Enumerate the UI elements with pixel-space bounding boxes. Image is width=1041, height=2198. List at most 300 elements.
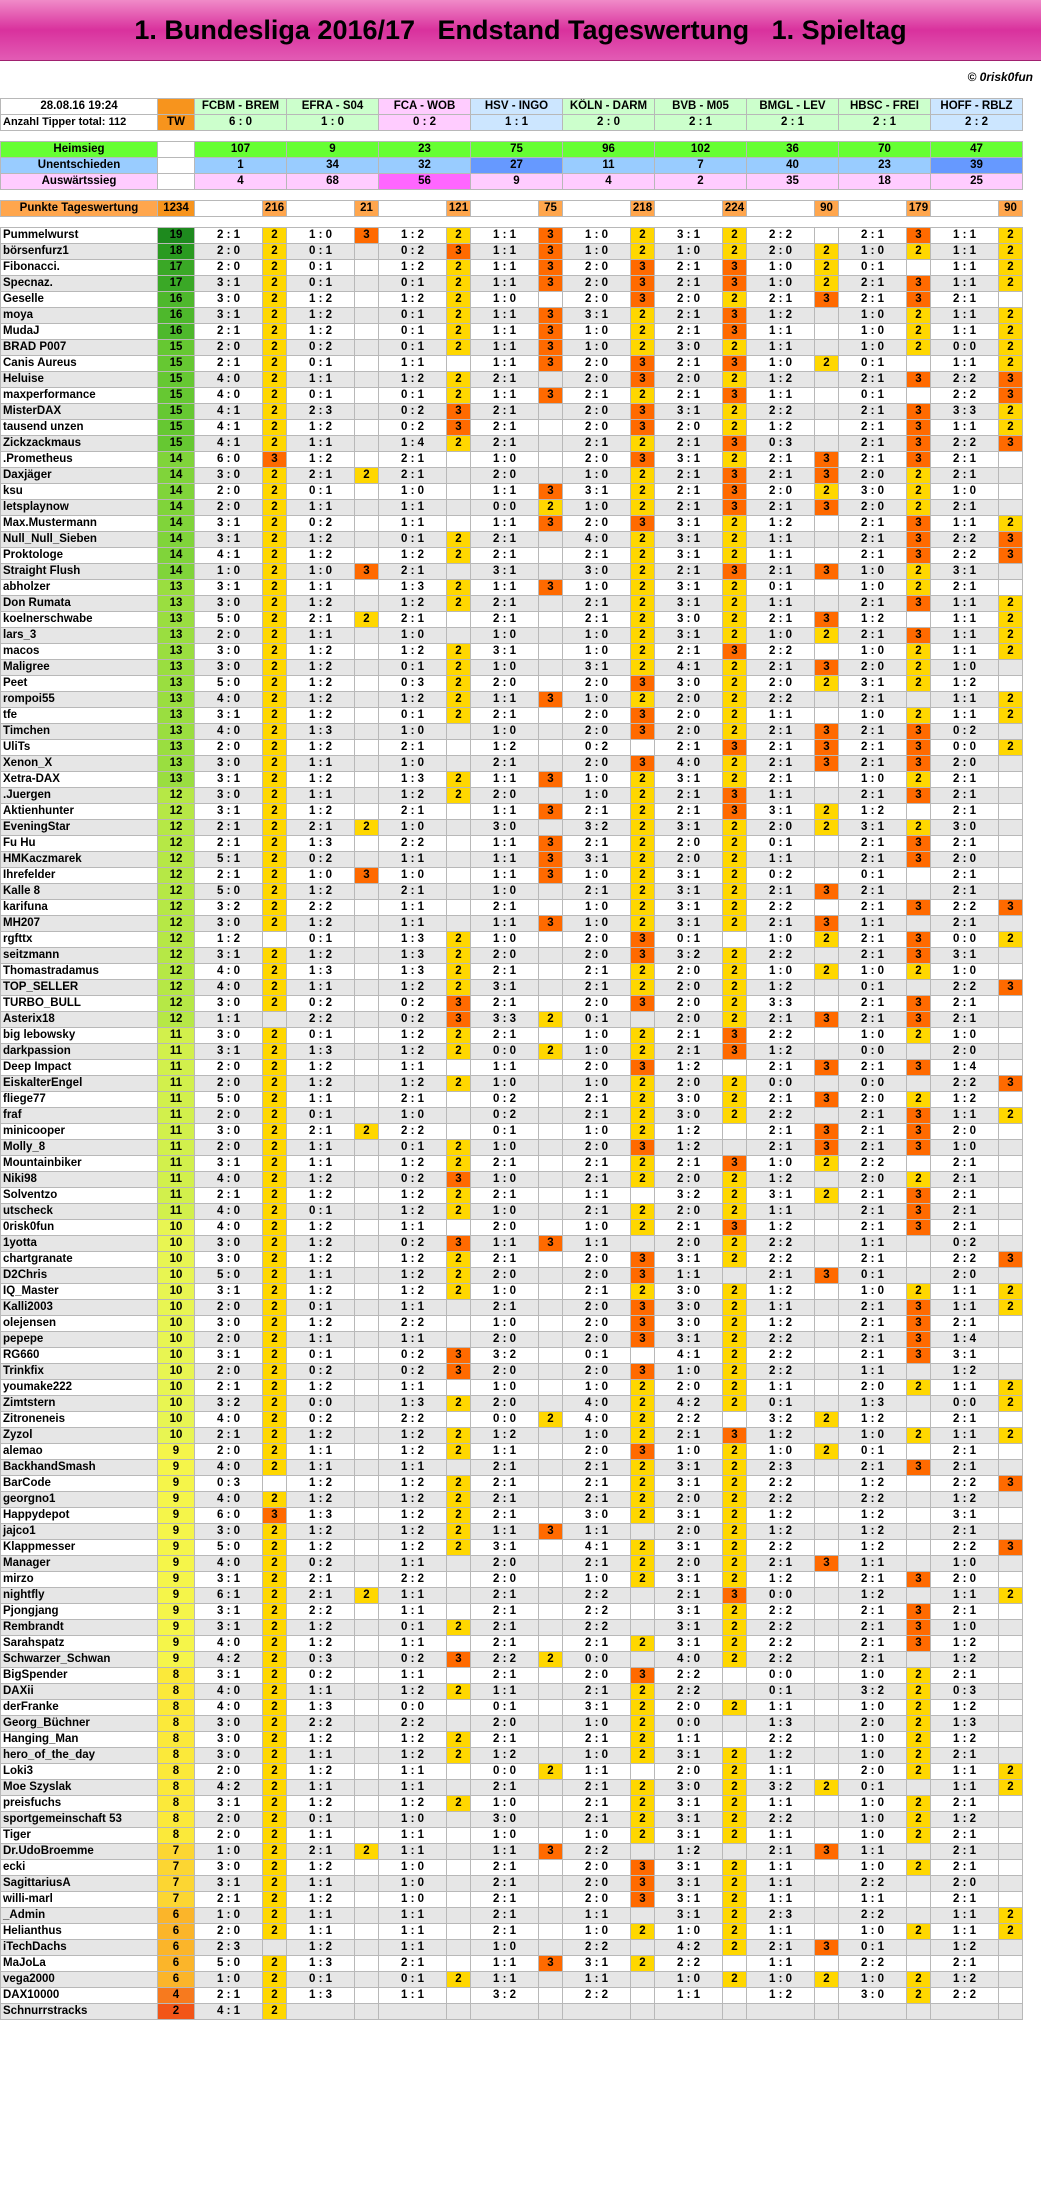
player-points (355, 1428, 379, 1444)
player-tip: 1 : 2 (379, 1796, 447, 1812)
player-tip: 1 : 0 (471, 1796, 539, 1812)
player-tip: 1 : 2 (287, 676, 355, 692)
player-tip: 0 : 1 (839, 356, 907, 372)
player-row (1, 1028, 1023, 1044)
player-points (355, 1892, 379, 1908)
player-tip: 1 : 1 (379, 1844, 447, 1860)
player-tip: 3 : 0 (195, 1860, 263, 1876)
player-tip: 1 : 0 (471, 724, 539, 740)
player-points (815, 1492, 839, 1508)
player-tw-score: 6 (158, 1908, 195, 1924)
player-points (907, 1476, 931, 1492)
player-points: 3 (907, 228, 931, 244)
player-points: 3 (539, 260, 563, 276)
player-points (447, 724, 471, 740)
player-points (539, 1636, 563, 1652)
player-row (1, 788, 1023, 804)
player-points (539, 1924, 563, 1940)
player-tip: 2 : 1 (471, 1668, 539, 1684)
player-points (539, 1812, 563, 1828)
player-points (539, 1252, 563, 1268)
player-tip: 2 : 0 (655, 1524, 723, 1540)
player-tip: 2 : 1 (839, 1124, 907, 1140)
player-points: 2 (263, 564, 287, 580)
player-tip: 0 : 1 (287, 388, 355, 404)
player-points (999, 1092, 1023, 1108)
player-tw-score: 12 (158, 948, 195, 964)
player-points: 2 (631, 1780, 655, 1796)
player-tip: 1 : 1 (471, 1060, 539, 1076)
player-tip: 4 : 1 (195, 420, 263, 436)
player-points (447, 1316, 471, 1332)
player-tip: 2 : 0 (655, 1172, 723, 1188)
player-tip: 2 : 0 (655, 1236, 723, 1252)
player-points (539, 884, 563, 900)
player-points (355, 1924, 379, 1940)
match-result: 6 : 0 (195, 115, 287, 131)
player-tip: 2 : 2 (379, 1572, 447, 1588)
player-name: pepepe (1, 1332, 158, 1348)
player-tip: 2 : 0 (563, 1364, 631, 1380)
player-points: 2 (815, 1444, 839, 1460)
player-points (447, 1332, 471, 1348)
player-points (355, 1940, 379, 1956)
player-points: 2 (263, 420, 287, 436)
player-tip: 1 : 1 (471, 260, 539, 276)
player-tip: 1 : 2 (839, 612, 907, 628)
player-tip: 2 : 0 (195, 1332, 263, 1348)
player-tip: 1 : 0 (563, 468, 631, 484)
player-tip: 1 : 1 (931, 324, 999, 340)
player-points: 2 (723, 372, 747, 388)
player-row (1, 1524, 1023, 1540)
player-name: Don Rumata (1, 596, 158, 612)
player-tip: 2 : 0 (655, 836, 723, 852)
player-tip: 1 : 0 (839, 1924, 907, 1940)
player-points (355, 260, 379, 276)
player-tw-score: 12 (158, 836, 195, 852)
player-tip: 2 : 1 (839, 692, 907, 708)
player-name: koelnerschwabe (1, 612, 158, 628)
player-points (263, 1476, 287, 1492)
player-points: 2 (447, 1476, 471, 1492)
player-points: 2 (907, 1796, 931, 1812)
player-points (999, 1700, 1023, 1716)
player-points (999, 1668, 1023, 1684)
player-points (355, 1220, 379, 1236)
player-points (355, 1860, 379, 1876)
player-tip: 3 : 0 (195, 916, 263, 932)
player-points: 2 (263, 1524, 287, 1540)
player-tw-score: 11 (158, 1172, 195, 1188)
player-tip: 1 : 1 (839, 1892, 907, 1908)
player-row (1, 1476, 1023, 1492)
player-row (1, 1652, 1023, 1668)
player-tip: 2 : 1 (747, 468, 815, 484)
player-points (999, 884, 1023, 900)
stat-value: 56 (379, 174, 471, 190)
player-tip: 1 : 1 (287, 1332, 355, 1348)
player-points: 3 (907, 900, 931, 916)
player-points: 2 (447, 1620, 471, 1636)
player-tip: 0 : 1 (287, 244, 355, 260)
player-tip: 0 : 2 (287, 1412, 355, 1428)
player-points (999, 1364, 1023, 1380)
player-tip: 2 : 1 (747, 884, 815, 900)
player-tip: 2 : 0 (839, 1092, 907, 1108)
player-name: Klappmesser (1, 1540, 158, 1556)
player-points (447, 836, 471, 852)
player-name: D2Chris (1, 1268, 158, 1284)
player-name: IQ_Master (1, 1284, 158, 1300)
player-tip: 1 : 2 (287, 1172, 355, 1188)
player-tip: 2 : 0 (931, 1876, 999, 1892)
player-tip: 1 : 0 (839, 1284, 907, 1300)
player-points: 2 (631, 1684, 655, 1700)
player-row (1, 724, 1023, 740)
player-points: 2 (723, 452, 747, 468)
player-tip: 2 : 2 (839, 1492, 907, 1508)
player-points (355, 1732, 379, 1748)
player-points: 3 (631, 420, 655, 436)
player-points: 3 (815, 1092, 839, 1108)
player-tw-score: 12 (158, 788, 195, 804)
player-tip: 2 : 1 (563, 1732, 631, 1748)
player-tip: 2 : 1 (563, 1492, 631, 1508)
player-tip: 2 : 0 (655, 708, 723, 724)
player-tip: 2 : 0 (563, 1060, 631, 1076)
player-tip: 6 : 1 (195, 1588, 263, 1604)
player-points: 2 (723, 1908, 747, 1924)
player-row (1, 1764, 1023, 1780)
player-tip: 1 : 2 (931, 1732, 999, 1748)
player-tw-score: 11 (158, 1092, 195, 1108)
player-tip: 2 : 1 (471, 548, 539, 564)
player-tip: 2 : 1 (655, 276, 723, 292)
player-tip: 1 : 2 (287, 884, 355, 900)
player-tip: 2 : 1 (839, 996, 907, 1012)
player-tip: 1 : 0 (655, 244, 723, 260)
player-points: 2 (999, 356, 1023, 372)
player-tip: 1 : 1 (287, 580, 355, 596)
player-name: Pjongjang (1, 1604, 158, 1620)
player-tip: 1 : 1 (287, 1924, 355, 1940)
player-points (999, 948, 1023, 964)
player-tip: 1 : 0 (839, 1812, 907, 1828)
player-points: 2 (631, 1044, 655, 1060)
player-points (907, 1940, 931, 1956)
player-points (539, 964, 563, 980)
player-row (1, 260, 1023, 276)
player-row (1, 1860, 1023, 1876)
player-tip: 1 : 1 (931, 1380, 999, 1396)
player-tip: 2 : 1 (563, 1780, 631, 1796)
player-points (723, 1988, 747, 2004)
player-tip: 3 : 1 (655, 516, 723, 532)
player-tip: 0 : 1 (747, 580, 815, 596)
player-points (539, 660, 563, 676)
player-points (447, 1668, 471, 1684)
player-tip: 1 : 1 (471, 484, 539, 500)
player-points (447, 1988, 471, 2004)
player-points: 2 (999, 324, 1023, 340)
player-points: 2 (263, 1892, 287, 1908)
player-tip: 3 : 1 (195, 1284, 263, 1300)
stat-value: 40 (747, 158, 839, 174)
player-row (1, 1508, 1023, 1524)
player-tw-score: 12 (158, 820, 195, 836)
player-points: 2 (815, 820, 839, 836)
player-tw-score: 13 (158, 676, 195, 692)
player-points: 2 (447, 228, 471, 244)
player-tip: 2 : 1 (931, 916, 999, 932)
player-tip: 1 : 1 (471, 836, 539, 852)
player-tip: 2 : 0 (563, 420, 631, 436)
player-tip: 2 : 1 (379, 884, 447, 900)
match-result: 2 : 2 (931, 115, 1023, 131)
player-tip: 2 : 0 (563, 292, 631, 308)
player-tip: 2 : 0 (655, 1764, 723, 1780)
player-tip: 1 : 1 (931, 244, 999, 260)
player-tip: 1 : 1 (931, 276, 999, 292)
player-tip: 1 : 0 (471, 1076, 539, 1092)
player-tip: 0 : 1 (287, 932, 355, 948)
player-tip: 2 : 1 (471, 1492, 539, 1508)
player-points (539, 1124, 563, 1140)
player-tip: 3 : 1 (655, 1860, 723, 1876)
player-tip: 2 : 2 (931, 900, 999, 916)
player-points (355, 1956, 379, 1972)
player-points (447, 1300, 471, 1316)
player-points: 3 (631, 1268, 655, 1284)
player-tip: 0 : 2 (379, 244, 447, 260)
player-tip: 1 : 2 (379, 228, 447, 244)
player-row (1, 1732, 1023, 1748)
player-points: 2 (723, 1204, 747, 1220)
player-points: 2 (263, 292, 287, 308)
player-tip: 4 : 0 (563, 532, 631, 548)
player-tip: 0 : 0 (931, 340, 999, 356)
player-tip: 1 : 1 (379, 1220, 447, 1236)
player-points (815, 1860, 839, 1876)
player-points: 2 (907, 1860, 931, 1876)
player-tip: 2 : 0 (563, 404, 631, 420)
player-tip: 1 : 1 (379, 1556, 447, 1572)
player-tip: 1 : 3 (379, 932, 447, 948)
player-row (1, 1316, 1023, 1332)
player-points: 2 (907, 484, 931, 500)
player-tip: 1 : 1 (931, 1108, 999, 1124)
stat-value: 18 (839, 174, 931, 190)
player-points (355, 580, 379, 596)
player-tip: 2 : 1 (839, 452, 907, 468)
player-tip (747, 2004, 815, 2020)
player-points: 3 (631, 1300, 655, 1316)
player-tip: 1 : 1 (931, 1300, 999, 1316)
player-tw-score: 10 (158, 1380, 195, 1396)
player-points: 2 (907, 1748, 931, 1764)
player-points: 3 (539, 244, 563, 260)
player-row (1, 1364, 1023, 1380)
player-tip: 2 : 0 (839, 1764, 907, 1780)
player-row (1, 1908, 1023, 1924)
player-tw-score: 15 (158, 388, 195, 404)
player-points (907, 1412, 931, 1428)
player-points (447, 1220, 471, 1236)
player-tip: 2 : 1 (655, 356, 723, 372)
player-tip: 2 : 2 (747, 1540, 815, 1556)
stat-value: 23 (379, 142, 471, 158)
player-points: 2 (723, 900, 747, 916)
player-points: 2 (447, 660, 471, 676)
player-tw-score: 7 (158, 1876, 195, 1892)
player-points (815, 1988, 839, 2004)
player-points: 2 (447, 932, 471, 948)
player-points (447, 852, 471, 868)
player-points: 2 (447, 1156, 471, 1172)
player-points: 2 (447, 276, 471, 292)
player-points: 2 (447, 1044, 471, 1060)
player-points: 2 (263, 1668, 287, 1684)
player-tip: 0 : 1 (287, 1204, 355, 1220)
player-points (815, 596, 839, 612)
player-points: 3 (907, 1124, 931, 1140)
player-points: 2 (263, 308, 287, 324)
player-tip: 1 : 1 (563, 1524, 631, 1540)
player-points: 2 (631, 340, 655, 356)
player-tip: 2 : 1 (563, 1156, 631, 1172)
player-tip: 3 : 1 (195, 580, 263, 596)
player-points: 3 (631, 1876, 655, 1892)
player-points (447, 1412, 471, 1428)
player-tip: 0 : 0 (471, 500, 539, 516)
player-row (1, 1636, 1023, 1652)
player-points (999, 580, 1023, 596)
player-points (539, 1572, 563, 1588)
player-tip: 2 : 1 (195, 868, 263, 884)
player-points: 2 (631, 1748, 655, 1764)
player-points: 2 (263, 1156, 287, 1172)
points-value: 21 (355, 201, 379, 217)
player-tip: 1 : 0 (471, 1316, 539, 1332)
player-points: 2 (723, 228, 747, 244)
player-points: 2 (447, 708, 471, 724)
player-tip: 2 : 1 (563, 1172, 631, 1188)
player-tip: 1 : 2 (287, 948, 355, 964)
player-tip: 3 : 1 (655, 1892, 723, 1908)
player-points: 2 (263, 1700, 287, 1716)
player-tip: 2 : 1 (839, 1652, 907, 1668)
player-name: TURBO_BULL (1, 996, 158, 1012)
player-points: 2 (263, 1924, 287, 1940)
player-points (355, 996, 379, 1012)
player-tip: 1 : 3 (379, 1396, 447, 1412)
player-points (539, 372, 563, 388)
player-tip: 2 : 2 (563, 1940, 631, 1956)
player-tip: 2 : 1 (931, 580, 999, 596)
player-tip: 2 : 1 (931, 1316, 999, 1332)
player-points: 2 (263, 724, 287, 740)
player-tip: 1 : 0 (839, 1860, 907, 1876)
player-tip: 3 : 1 (195, 804, 263, 820)
player-tip: 3 : 1 (655, 1252, 723, 1268)
player-tip: 2 : 2 (747, 948, 815, 964)
player-tip: 3 : 1 (195, 1876, 263, 1892)
player-row (1, 1668, 1023, 1684)
player-points: 3 (447, 404, 471, 420)
player-tip: 2 : 1 (839, 516, 907, 532)
player-points (815, 868, 839, 884)
player-points (539, 1684, 563, 1700)
results-table (0, 98, 1023, 2020)
player-points: 2 (447, 1268, 471, 1284)
player-row (1, 1540, 1023, 1556)
player-tip: 2 : 1 (839, 228, 907, 244)
player-points: 2 (263, 516, 287, 532)
player-points (447, 1588, 471, 1604)
player-tip: 3 : 2 (655, 948, 723, 964)
player-tw-score: 8 (158, 1668, 195, 1684)
player-points (355, 1284, 379, 1300)
player-tip: 0 : 1 (379, 388, 447, 404)
player-points: 3 (999, 1252, 1023, 1268)
player-name: MH207 (1, 916, 158, 932)
player-points: 2 (263, 276, 287, 292)
player-tip: 1 : 0 (471, 292, 539, 308)
player-tip: 2 : 1 (839, 420, 907, 436)
player-points: 2 (263, 356, 287, 372)
player-tip: 2 : 1 (839, 932, 907, 948)
tw-header-blank (158, 99, 195, 115)
player-points (723, 1684, 747, 1700)
player-points (815, 580, 839, 596)
player-tip: 0 : 1 (471, 1700, 539, 1716)
player-points: 3 (907, 404, 931, 420)
player-points (999, 1012, 1023, 1028)
player-points: 2 (723, 516, 747, 532)
stat-value: 9 (287, 142, 379, 158)
player-name: BarCode (1, 1476, 158, 1492)
player-points (539, 452, 563, 468)
player-tip: 2 : 3 (287, 404, 355, 420)
player-points: 2 (631, 1700, 655, 1716)
player-points: 2 (263, 964, 287, 980)
player-points: 3 (815, 1268, 839, 1284)
player-tip: 1 : 0 (839, 1748, 907, 1764)
player-tip: 1 : 1 (471, 1972, 539, 1988)
player-tw-score: 18 (158, 244, 195, 260)
player-tip: 3 : 1 (655, 1796, 723, 1812)
player-tip: 1 : 1 (931, 420, 999, 436)
player-points (539, 708, 563, 724)
player-points: 2 (815, 628, 839, 644)
player-points: 2 (815, 276, 839, 292)
player-tw-score: 13 (158, 580, 195, 596)
player-points: 2 (447, 772, 471, 788)
player-name: Niki98 (1, 1172, 158, 1188)
player-tip: 4 : 2 (195, 1652, 263, 1668)
player-points: 2 (447, 1524, 471, 1540)
player-points (355, 1652, 379, 1668)
player-points (355, 1748, 379, 1764)
player-row (1, 1460, 1023, 1476)
player-points (447, 1812, 471, 1828)
player-tip: 1 : 3 (839, 1396, 907, 1412)
player-points (723, 1716, 747, 1732)
player-tip: 3 : 0 (195, 468, 263, 484)
player-points (447, 1716, 471, 1732)
player-points: 2 (263, 596, 287, 612)
